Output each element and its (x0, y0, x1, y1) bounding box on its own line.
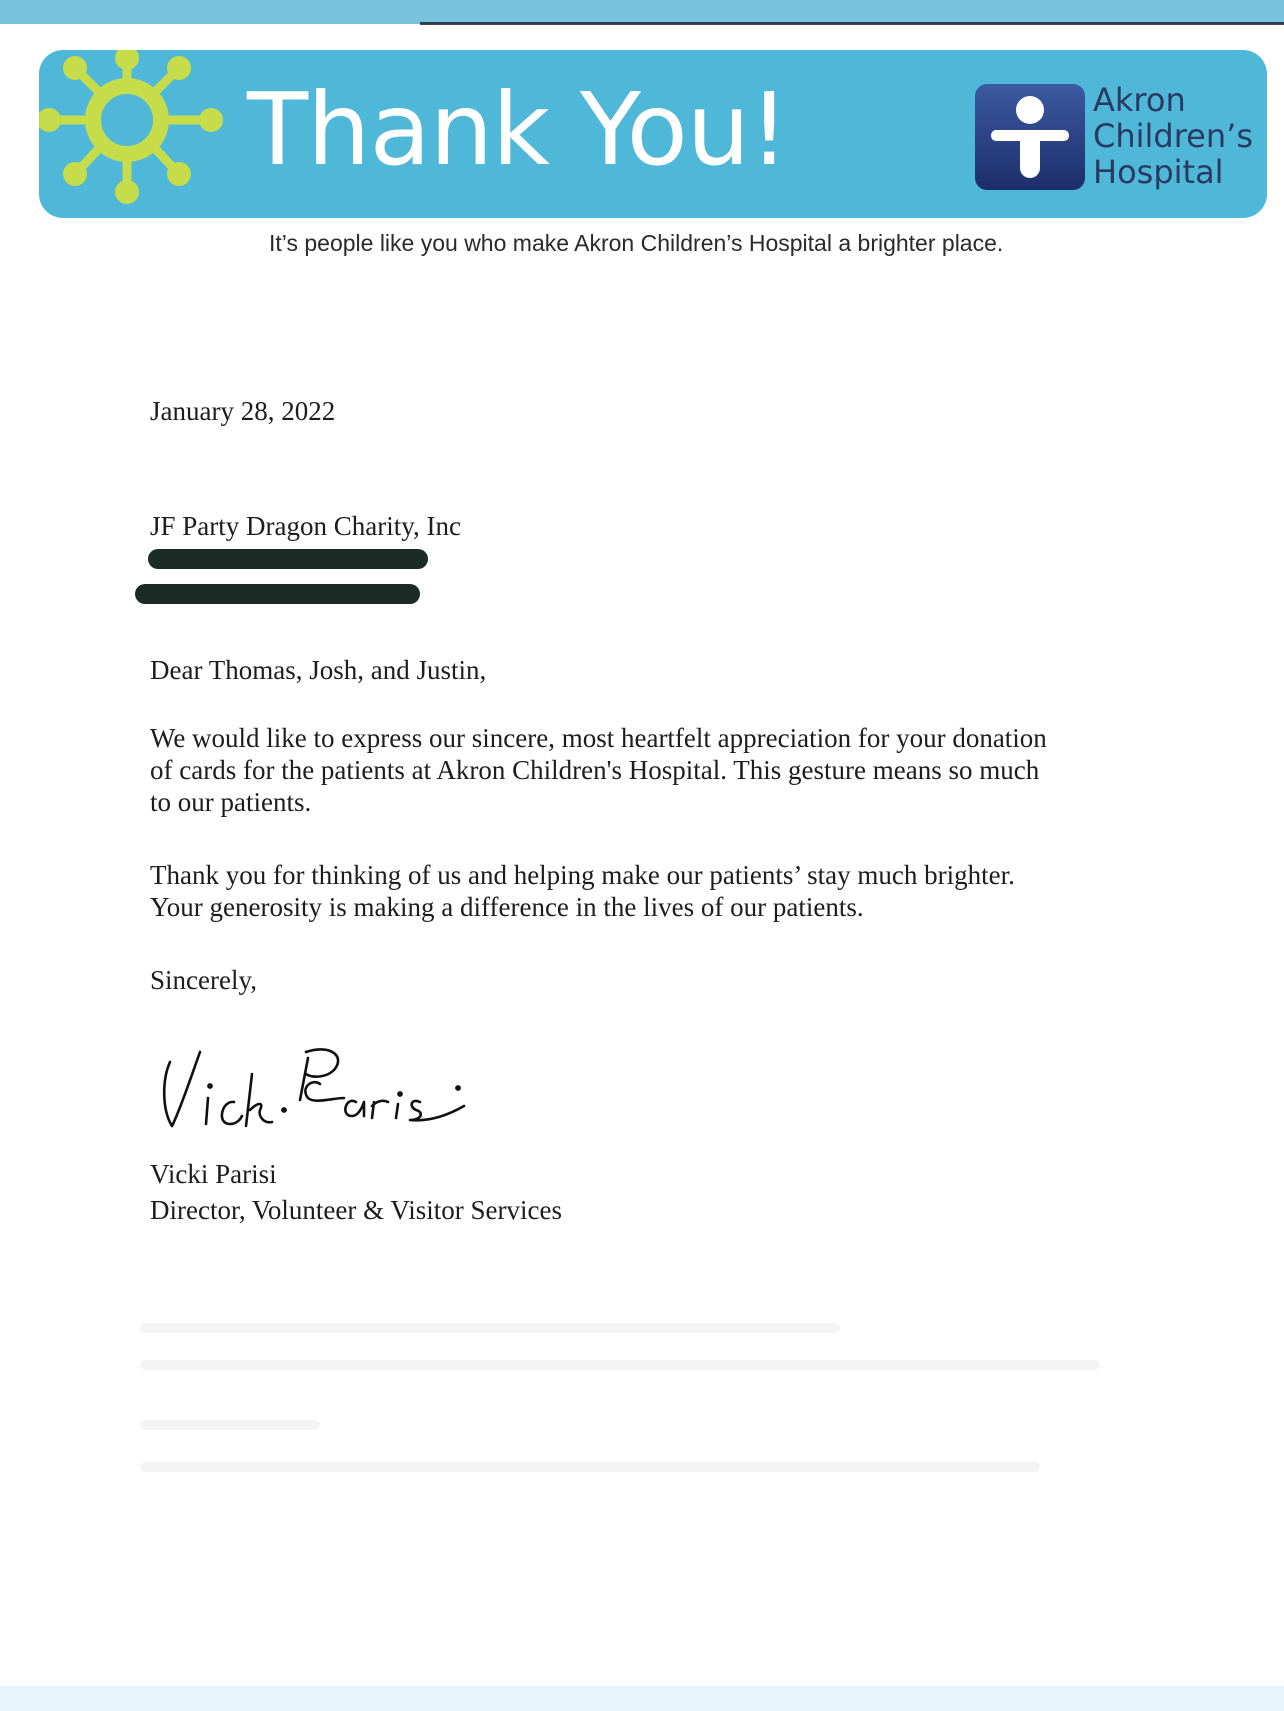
paragraph-line: of cards for the patients at Akron Children's Hospital. This gesture means so much (150, 755, 1040, 785)
hospital-name-line: Hospital (1093, 153, 1224, 191)
signature-text: Vicki Parisi (160, 1040, 165, 1041)
hospital-name-line: Children’s (1093, 117, 1253, 155)
body-paragraph-2 (150, 859, 1150, 923)
paragraph-line: Your generosity is making a difference in the lives of our patients. (150, 892, 864, 922)
sun-molecule-icon (39, 50, 239, 218)
signer-title: Director, Volunteer & Visitor Services (150, 1195, 562, 1225)
faint-bleed-through (140, 1462, 1040, 1472)
top-border-strip (0, 0, 1284, 24)
banner-title: Thank You! (247, 71, 789, 188)
paragraph-line: to our patients. (150, 787, 312, 817)
paragraph-line: Thank you for thinking of us and helping make our patients’ stay much brighter. (150, 860, 1015, 890)
body-paragraph-1 (150, 722, 1150, 818)
thank-you-banner (39, 50, 1267, 218)
hospital-name-line: Akron (1093, 81, 1186, 119)
hospital-name (1093, 82, 1253, 190)
paragraph-line: We would like to express our sincere, most heartfelt appreciation for your donation (150, 723, 1047, 753)
recipient-name: JF Party Dragon Charity, Inc (150, 511, 461, 541)
faint-bleed-through (140, 1323, 840, 1333)
top-border-edge (420, 22, 1284, 25)
signer-name: Vicki Parisi (150, 1159, 277, 1189)
closing: Sincerely, (150, 965, 257, 995)
greeting: Dear Thomas, Josh, and Justin, (150, 655, 487, 685)
redacted-address-line (148, 549, 428, 569)
bottom-border-strip (0, 1686, 1284, 1711)
tagline: It’s people like you who make Akron Children’s Hospital a brighter place. (269, 230, 1004, 256)
letter-date: January 28, 2022 (150, 396, 336, 426)
redacted-address-line (135, 584, 420, 604)
hospital-logo-icon (975, 84, 1085, 190)
faint-bleed-through (140, 1360, 1100, 1370)
faint-bleed-through (140, 1420, 320, 1430)
handwritten-signature (160, 1040, 480, 1135)
